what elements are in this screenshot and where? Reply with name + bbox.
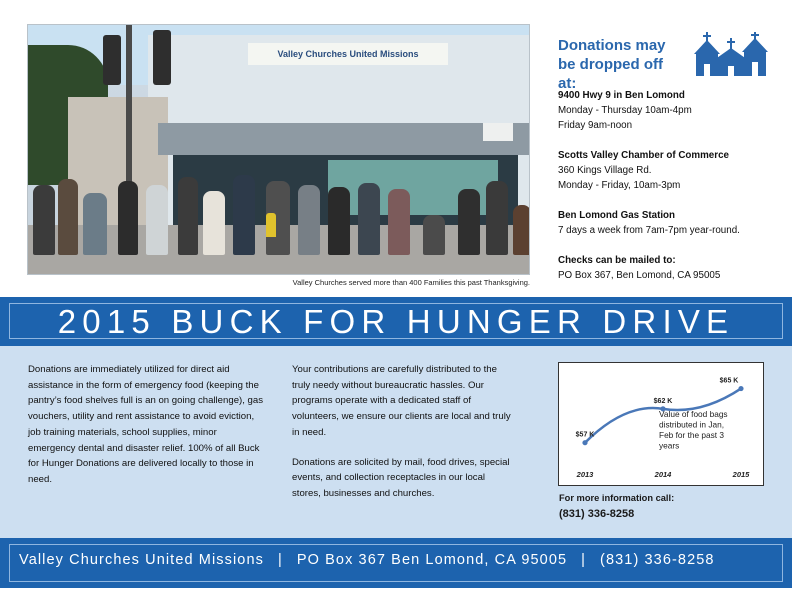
donation-usage-text: Donations are immediately utilized for direct aid assistance in the form of emergency food (keeping the pantry’s food shelves full is an on going challenge), gas vouchers, utility and rent assistance to avoid eviction, job training materials, school supplies, minor emergency dental and disaster relief. 100% of all Buck for Hunger Donations are delivered locally to those in need. (28, 364, 264, 485)
photo-building-sign: Valley Churches United Missions (248, 43, 448, 65)
x-tick-label: 2015 (732, 470, 750, 479)
chart-annotation: Value of food bags distributed in Jan, Feb for the past 3 years (659, 409, 728, 451)
fire-hydrant (266, 213, 276, 237)
location-hwy9: 9400 Hwy 9 in Ben Lomond Monday - Thursday 10am-4pm Friday 9am-noon (558, 90, 692, 131)
data-label: $62 K (653, 397, 673, 405)
location-gas-station: Ben Lomond Gas Station 7 days a week from 7am-7pm year-round. (558, 210, 740, 236)
data-label: $65 K (719, 377, 739, 385)
donations-heading: Donations may be dropped off at: (558, 37, 666, 92)
x-tick-label: 2014 (654, 470, 672, 479)
data-label: $57 K (575, 431, 595, 439)
food-value-chart (558, 362, 764, 486)
x-tick-label: 2013 (576, 470, 594, 479)
distribution-text (292, 362, 514, 516)
footer-org: Valley Churches United Missions (19, 552, 264, 568)
people-in-line (28, 155, 530, 255)
distribution-paragraph: Your contributions are carefully distributed to the truly needy without bureaucratic hassles. Our programs operate with a dedicated staff of volunteers, we ensure our clients are local and truly in need. (292, 364, 511, 438)
mailing-address: Checks can be mailed to: PO Box 367, Ben Lomond, CA 95005 (558, 255, 721, 281)
footer-separator: | (581, 552, 587, 568)
data-point (738, 386, 743, 391)
solicitation-paragraph: Donations are solicited by mail, food drives, special events, and collection receptacles in our local stores, businesses and churches. (292, 456, 510, 499)
more-info-label: For more information call: (559, 493, 675, 503)
footer-address: PO Box 367 Ben Lomond, CA 95005 (296, 552, 568, 568)
food-line-photo (27, 24, 530, 275)
page-title: 2015 BUCK FOR HUNGER DRIVE (57, 303, 735, 340)
data-point (582, 440, 587, 445)
footer-bar (0, 538, 792, 588)
church-buildings-icon (694, 32, 769, 77)
title-banner (0, 297, 792, 347)
contact-phone: (831) 336-8258 (559, 508, 635, 520)
location-chamber-of-commerce: Scotts Valley Chamber of Commerce 360 Kings Village Rd. Monday - Friday, 10am-3pm (558, 150, 729, 191)
photo-caption: Valley Churches served more than 400 Families this past Thanksgiving. (292, 278, 530, 287)
footer-separator: | (277, 552, 283, 568)
footer-phone: (831) 336-8258 (600, 552, 715, 568)
